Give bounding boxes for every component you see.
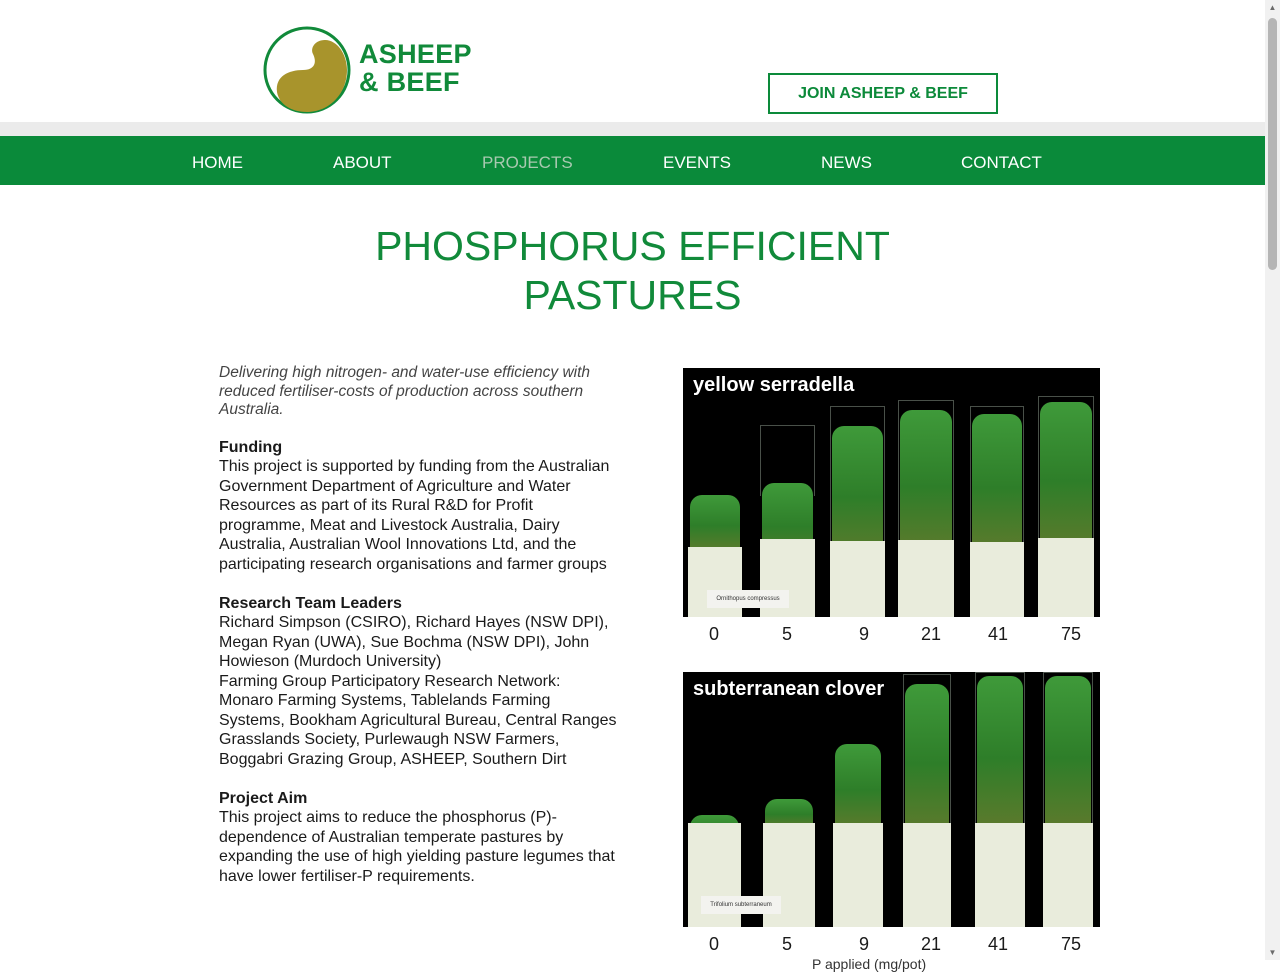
figure-caption-partial: P applied (mg/pot) [812, 956, 927, 972]
nav-item-home[interactable]: HOME [192, 153, 243, 172]
specimen-tag: Ornithopus compressus [707, 590, 789, 608]
axis-label: 75 [1060, 624, 1082, 644]
main-nav [0, 136, 1265, 185]
project-intro: Delivering high nitrogen- and water-use efficiency with reduced fertiliser-costs of production across southern Australia. [219, 364, 591, 418]
funding-heading: Funding [219, 438, 283, 456]
axis-label: 9 [858, 934, 870, 954]
axis-label: 21 [920, 934, 942, 954]
figure-axis-labels [683, 617, 1100, 647]
logo-line-2: & BEEF [359, 67, 460, 97]
research-team-section [219, 594, 619, 770]
logo-line-1: ASHEEP [359, 39, 472, 69]
figure-yellow-serradella [683, 368, 1100, 647]
axis-label: 41 [987, 934, 1009, 954]
axis-label: 5 [781, 624, 793, 644]
funding-section [219, 438, 619, 575]
research-team-text: Richard Simpson (CSIRO), Richard Hayes (NSW DPI), Megan Ryan (UWA), Sue Bochma (NSW DPI), John Howieson (Murdoch University) [219, 614, 609, 670]
axis-label: 21 [920, 624, 942, 644]
project-description [219, 364, 619, 906]
nav-item-projects[interactable]: PROJECTS [482, 153, 573, 172]
page-title-line-2: PASTURES [523, 272, 742, 318]
research-team-heading: Research Team Leaders [219, 594, 402, 612]
figure-axis-labels [683, 927, 1100, 957]
research-network-text: Farming Group Participatory Research Network: Monaro Farming Systems, Tablelands Farming Systems, Bookham Agricultural Bureau, Central Ranges Grasslands Society, Purlewaugh NSW Farmers, Boggabri Grazing Group, ASHEEP, Southern Dirt [219, 672, 617, 768]
axis-label: 0 [708, 624, 720, 644]
axis-label: 75 [1060, 934, 1082, 954]
project-aim-text: This project aims to reduce the phosphorus (P)-dependence of Australian temperate pastures by expanding the use of high yielding pasture legumes that have lower fertiliser-P requirements. [219, 809, 615, 885]
header-divider [0, 122, 1265, 136]
subterranean-clover-photo [683, 672, 1100, 927]
figure-subterranean-clover [683, 672, 1100, 957]
figure-label: subterranean clover [693, 678, 885, 700]
logo-mark-icon [263, 26, 353, 116]
page-title [0, 222, 1265, 320]
logo-text [359, 40, 472, 96]
site-header [0, 0, 1265, 122]
axis-label: 41 [987, 624, 1009, 644]
nav-item-contact[interactable]: CONTACT [961, 153, 1042, 172]
page-title-line-1: PHOSPHORUS EFFICIENT [375, 223, 890, 269]
nav-item-about[interactable]: ABOUT [333, 153, 392, 172]
nav-item-news[interactable]: NEWS [821, 153, 872, 172]
project-aim-heading: Project Aim [219, 789, 308, 807]
axis-label: 5 [781, 934, 793, 954]
scroll-down-arrow-icon[interactable]: ▼ [1268, 948, 1277, 957]
join-button[interactable]: JOIN ASHEEP & BEEF [768, 73, 998, 114]
specimen-tag: Trifolium subterraneum [701, 896, 781, 914]
project-aim-section [219, 789, 619, 887]
site-logo[interactable] [263, 26, 478, 116]
axis-label: 0 [708, 934, 720, 954]
yellow-serradella-photo [683, 368, 1100, 617]
funding-text: This project is supported by funding from the Australian Government Department of Agriculture and Water Resources as part of its Rural R&D for Profit programme, Meat and Livestock Australia, Dairy Australia, Australian Wool Innovations Ltd, and the participating research organisations and farmer groups [219, 458, 610, 573]
scrollbar-thumb[interactable] [1268, 18, 1277, 270]
axis-label: 9 [858, 624, 870, 644]
scroll-up-arrow-icon[interactable]: ▲ [1268, 3, 1277, 12]
nav-item-events[interactable]: EVENTS [663, 153, 732, 172]
figure-label: yellow serradella [693, 374, 855, 396]
page-scrollbar[interactable] [1265, 0, 1280, 960]
